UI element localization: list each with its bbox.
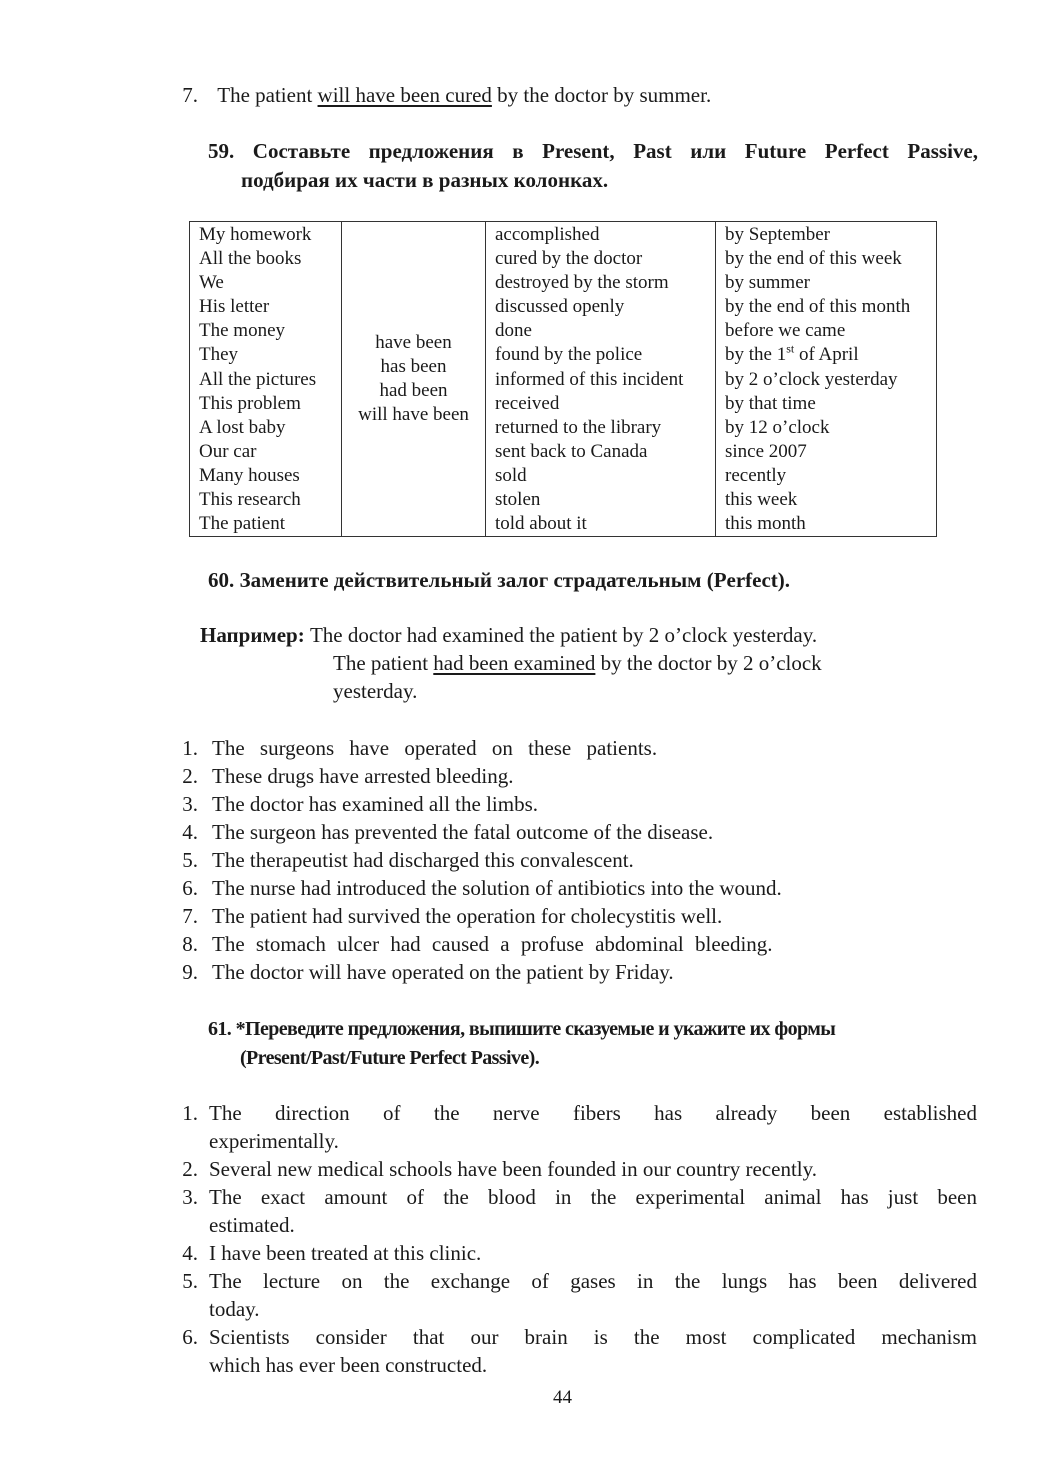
- item-text-continued: experimentally.: [209, 1129, 339, 1153]
- table-cell: The money: [199, 320, 286, 342]
- item-text: These drugs have arrested bleeding.: [212, 764, 514, 788]
- column-subjects: [190, 222, 342, 537]
- list-item: [172, 1239, 977, 1267]
- exercise-60-list: [172, 734, 782, 986]
- item-text: The surgeons have operated on these patients.: [212, 736, 658, 760]
- table-cell: [725, 343, 928, 367]
- item-number: 6.: [182, 876, 198, 900]
- column-auxiliaries: [342, 222, 486, 537]
- exercise-59-title-line2: подбирая их части в разных колонках.: [241, 168, 609, 192]
- column-time-expressions: [716, 222, 937, 537]
- example-text: The patient: [333, 651, 434, 675]
- item-number: 6.: [182, 1325, 198, 1349]
- table-cell: this month: [725, 513, 806, 535]
- table-cell: found by the police: [495, 344, 643, 366]
- item-number: 2.: [182, 764, 198, 788]
- table-cell: received: [495, 392, 560, 414]
- table-cell: by September: [725, 224, 831, 245]
- table-cell: stolen: [495, 489, 541, 511]
- item-text: The nurse had introduced the solution of antibiotics into the wound.: [212, 876, 782, 900]
- table-cell: Our car: [199, 440, 257, 462]
- item-text: Scientists consider that our brain is the most complicated mechanism: [209, 1325, 977, 1349]
- cell-text-tail: of April: [794, 344, 859, 366]
- table-cell: have been: [375, 331, 452, 353]
- example-line3: yesterday.: [333, 679, 418, 703]
- item-number: 7.: [182, 904, 198, 928]
- example-label: Например:: [200, 623, 305, 647]
- table-cell: before we came: [725, 320, 846, 342]
- item-number: 4.: [182, 1241, 198, 1265]
- table-cell: by that time: [725, 392, 816, 414]
- list-item: [172, 1267, 977, 1323]
- item-text-continued: which has ever been constructed.: [209, 1353, 488, 1377]
- list-item-first-line: [172, 1323, 977, 1351]
- example-line2: [333, 649, 822, 677]
- item-text: The patient had survived the operation for cholecystitis well.: [212, 904, 723, 928]
- table-cell: All the books: [199, 248, 302, 270]
- exercise-61-list: [172, 1099, 977, 1379]
- table-cell: We: [199, 272, 224, 294]
- ordinal-superscript: st: [786, 342, 795, 357]
- sentence-parts-table: [189, 221, 937, 537]
- table-cell: Many houses: [199, 464, 300, 486]
- table-cell: recently: [725, 464, 787, 486]
- item-number: 9.: [182, 960, 198, 984]
- table-cell: My homework: [199, 224, 312, 245]
- item-text: The patient: [217, 83, 318, 107]
- list-item: [172, 958, 782, 986]
- table-cell: returned to the library: [495, 416, 662, 438]
- exercise-59-title-line1: 59. Составьте предложения в Present, Past или Future Perfect Passive,: [208, 139, 978, 163]
- item-text: The doctor has examined all the limbs.: [212, 792, 538, 816]
- table-cell: The patient: [199, 513, 285, 535]
- list-item: [172, 902, 782, 930]
- page-number: 44: [553, 1387, 572, 1408]
- table-cell: has been: [380, 356, 447, 378]
- cell-text: by the 1: [725, 344, 787, 366]
- list-item-first-line: [172, 1099, 977, 1127]
- list-item: [172, 734, 782, 762]
- item-text: The direction of the nerve fibers has already been established: [209, 1101, 977, 1125]
- table-cell: discussed openly: [495, 296, 625, 318]
- item-number: 1.: [182, 1101, 198, 1125]
- table-cell: sold: [495, 464, 527, 486]
- list-item-first-line: [172, 1267, 977, 1295]
- list-item: [172, 1155, 977, 1183]
- item-number: 2.: [182, 1157, 198, 1181]
- table-cell: All the pictures: [199, 368, 317, 390]
- item-text: The therapeutist had discharged this convalescent.: [212, 848, 634, 872]
- table-cell: had been: [379, 380, 448, 402]
- table-cell: cured by the doctor: [495, 248, 643, 270]
- list-item: [172, 874, 782, 902]
- table-cell: sent back to Canada: [495, 440, 648, 462]
- list-item: [172, 1183, 977, 1239]
- table-cell: told about it: [495, 513, 587, 535]
- item-text-tail: by the doctor by summer.: [491, 83, 712, 107]
- item-text-continued: today.: [209, 1297, 260, 1321]
- table-cell: this week: [725, 489, 798, 511]
- table-cell: by the end of this month: [725, 296, 911, 318]
- table-cell: by summer: [725, 272, 810, 294]
- table-cell: This problem: [199, 392, 301, 414]
- list-item: [172, 1099, 977, 1155]
- item-text-continued: estimated.: [209, 1213, 295, 1237]
- list-item: [172, 790, 782, 818]
- table-cell: will have been: [358, 404, 469, 426]
- table-cell: This research: [199, 489, 301, 511]
- table-cell: accomplished: [495, 224, 600, 245]
- item-number: 8.: [182, 932, 198, 956]
- exercise-61-title-line1: 61. *Переведите предложения, выпишите сказуемые и укажите их формы: [208, 1018, 836, 1040]
- list-item: [172, 930, 782, 958]
- exercise-61-title-line2: (Present/Past/Future Perfect Passive).: [240, 1047, 540, 1069]
- table-cell: by 2 o’clock yesterday: [725, 368, 898, 390]
- item-text: The exact amount of the blood in the experimental animal has just been: [209, 1185, 977, 1209]
- example-text-tail: by the doctor by 2 o’clock: [595, 651, 822, 675]
- table-cell: They: [199, 344, 239, 366]
- item-number: 4.: [182, 820, 198, 844]
- list-item-first-line: [172, 1239, 977, 1267]
- table-cell: His letter: [199, 296, 270, 318]
- list-item: [172, 846, 782, 874]
- exercise-60-title: 60. Замените действительный залог страдательным (Perfect).: [208, 568, 791, 592]
- item-text: The surgeon has prevented the fatal outcome of the disease.: [212, 820, 714, 844]
- table-cell: A lost baby: [199, 416, 286, 438]
- item-7-line: [172, 81, 711, 109]
- underlined-verb: had been examined: [433, 651, 596, 675]
- table-cell: destroyed by the storm: [495, 272, 669, 294]
- column-participles: [486, 222, 716, 537]
- item-text: I have been treated at this clinic.: [209, 1241, 482, 1265]
- item-text: The doctor will have operated on the patient by Friday.: [212, 960, 674, 984]
- table-cell: informed of this incident: [495, 368, 684, 390]
- item-number: 7.: [182, 83, 198, 107]
- list-item: [172, 1323, 977, 1379]
- table-cell: by the end of this week: [725, 248, 902, 270]
- list-item-first-line: [172, 1155, 977, 1183]
- item-number: 3.: [182, 792, 198, 816]
- item-text: The lecture on the exchange of gases in the lungs has been delivered: [209, 1269, 977, 1293]
- table-cell: since 2007: [725, 440, 807, 462]
- example-sentence: The doctor had examined the patient by 2 o’clock yesterday.: [304, 623, 818, 647]
- item-text: Several new medical schools have been founded in our country recently.: [209, 1157, 818, 1181]
- example-line1: [200, 621, 817, 649]
- list-item-first-line: [172, 1183, 977, 1211]
- list-item: [172, 818, 782, 846]
- item-number: 1.: [182, 736, 198, 760]
- item-number: 5.: [182, 848, 198, 872]
- table-cell: by 12 o’clock: [725, 416, 830, 438]
- item-number: 5.: [182, 1269, 198, 1293]
- list-item: [172, 762, 782, 790]
- table-cell: done: [495, 320, 532, 342]
- item-text: The stomach ulcer had caused a profuse abdominal bleeding.: [212, 932, 773, 956]
- item-number: 3.: [182, 1185, 198, 1209]
- underlined-verb: will have been cured: [317, 83, 492, 107]
